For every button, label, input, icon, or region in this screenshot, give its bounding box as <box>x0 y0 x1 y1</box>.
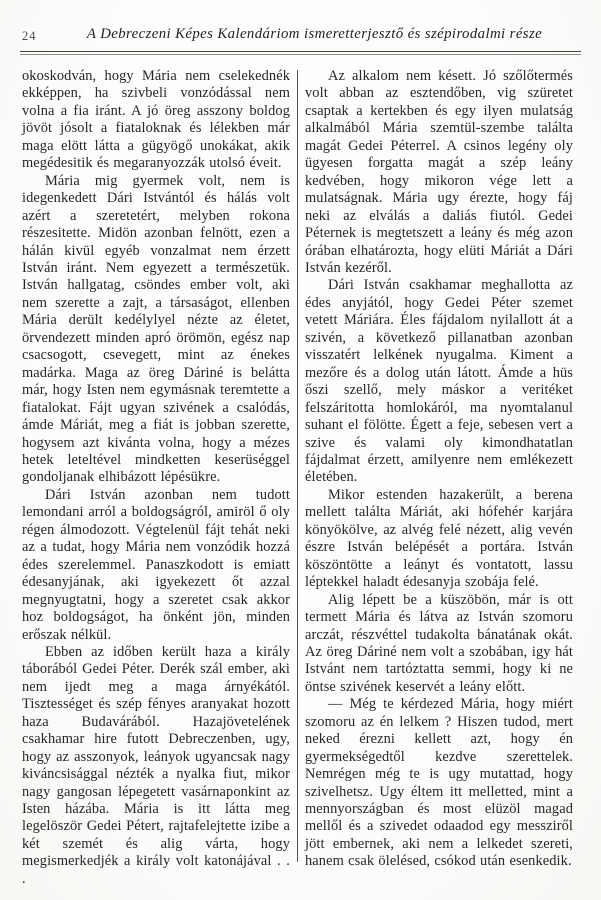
story-paragraph: Mária mig gyermek volt, nem is idegenkedett Dári Istvántól és hálás volt azért a szeretetért, melyben rokona részesitette. Midön azonban felnött, ezen a hálán kivül egyéb vonzalmat nem érzett István iránt. Nem egyezett a természetük. István hallgatag, csöndes ember volt, aki nem szerette a zajt, a társaságot, ellenben Mária derült kedélylyel nézte az életet, örvendezett minden apró örömön, egész nap csacsogott, csevegett, mint az énekes madárka. Maga az öreg Dáriné is belátta már, hogy Isten nem egymásnak teremtette a fiatalokat. Fájt ugyan szivének a csalódás, ámde Máriát, meg a fiát is jobban szerette, hogysem azt kivánta volna, hogy a mézes hetek leteltével mindketten keserüséggel gondoljanak elhibázott lépésükre. <box>22 172 290 486</box>
page-title: A Debreczeni Képes Kalendáriom ismeretterjesztő és szépirodalmi része <box>86 26 543 42</box>
page-number: 24 <box>22 29 37 43</box>
story-paragraph: Mikor estenden hazakerült, a berena mellett találta Máriát, aki hófehér karjára könyökölve, az alvég felé nézett, alig vevén észre István belépését a portára. István köszöntötte a leányt és vontatott, lassu léptekkel haladt édesanyja szobája felé. <box>305 486 573 591</box>
story-paragraph: Dári István csakhamar meghallotta az édes anyjától, hogy Gedei Péter szemet vetett Máriára. Éles fájdalom nyilallott át a szivén, a következő pillanatban azonban visszatért lelkének nyugalma. Kiment a mezőre és a dolog után látott. Ámde a hüs őszi szellő, mely máskor a veritéket felszáritotta homlokáról, ma nyomtalanul suhant el fölötte. Égett a feje, sebesen vert a szive és valami oly kimondhatatlan fájdalmat érzett, amilyenre nem emlékezett életében. <box>305 277 573 486</box>
story-paragraph: — Még te kérdezed Mária, hogy miért szomoru az én lelkem ? Hiszen tudod, mert neked érezni kellett azt, hogy én gyermekségedtől kezdve szerettelek. Nemrégen még te is ugy mutattad, hogy szivelhetsz. Ugy éltem itt melletted, mint a mennyországban és most elüzöl magad mellől és a szivedet odaadod egy messziről jött embernek, aki nem a lelkedet szereti, hanem csak ölelésed, csókod után esenkedik. <box>305 696 573 870</box>
text-columns <box>22 68 577 888</box>
page-header <box>22 26 577 46</box>
left-column <box>22 68 290 888</box>
story-paragraph: Ebben az időben került haza a király táborából Gedei Péter. Derék szál ember, aki nem ijedt meg a maga árnyékától. Tisztességet és szép fényes aranyakat hozott haza Budavárából. Hazajövetelének csakhamar hire futott Debreczenben, ugy, hogy az asszonyok, leányok ugyancsak nagy kiváncsisággal nézték a nyalka fiut, mikor nagy gangosan lépegetett vasárnaponkint az Isten házába. Mária is itt látta meg legelöször Gedei Pétert, rajtafelejtette izibe a két szemét és alig várta, hogy megismerkedjék a király volt katonájával . . . <box>22 643 290 887</box>
right-column <box>305 68 573 888</box>
story-paragraph: Dári István azonban nem tudott lemondani arról a boldogságról, amiröl ő oly régen álmodozott. Végtelenül fájt tehát neki az a tudat, hogy Mária nem vonzódik hozzá édes szerelemmel. Panaszkodott is emiatt édesanyjának, aki igyekezett őt azzal megnyugtatni, hogy a szeretet csak akkor hoz boldogságot, ha önként jön, minden erőszak nélkül. <box>22 486 290 643</box>
column-divider <box>297 70 298 862</box>
story-paragraph: Az alkalom nem késett. Jó szőlőtermés volt abban az esztendőben, vig szüretet csaptak a kertekben és egy ilyen mulatság alkalmából Mária szemtül-szembe találta magát Gedei Péterrel. A csinos legény oly ügyesen forgatta magát a szép leány kedvében, hogy mikoron vége lett a mulatságnak. Mária ugy érezte, hogy fáj neki az elválás a daliás fiutól. Gedei Péternek is megtetszett a leány és még azon órában elhatározta, hogy elüti Máriát a Dári István kezéről. <box>305 68 573 276</box>
story-paragraph: okoskodván, hogy Mária nem cselekednék ekképpen, ha szivbeli vonzódással nem volna a fia iránt. A jó öreg asszony boldog jövöt jósolt a fiataloknak és lélekben már maga elött látta a gügyögő unokákat, akik megédesitik és megaranyozzák utolsó éveit. <box>22 68 290 172</box>
story-paragraph: Alig lépett be a küszöbön, már is ott termett Mária és látva az István szomoru arczát, részvéttel tudakolta bánatának okát. Az öreg Dáriné nem volt a szobában, igy hát Istvánt nem tartóztatta semmi, hogy ki ne öntse szivének keservét a leány előtt. <box>305 591 573 695</box>
header-rule <box>20 51 581 55</box>
